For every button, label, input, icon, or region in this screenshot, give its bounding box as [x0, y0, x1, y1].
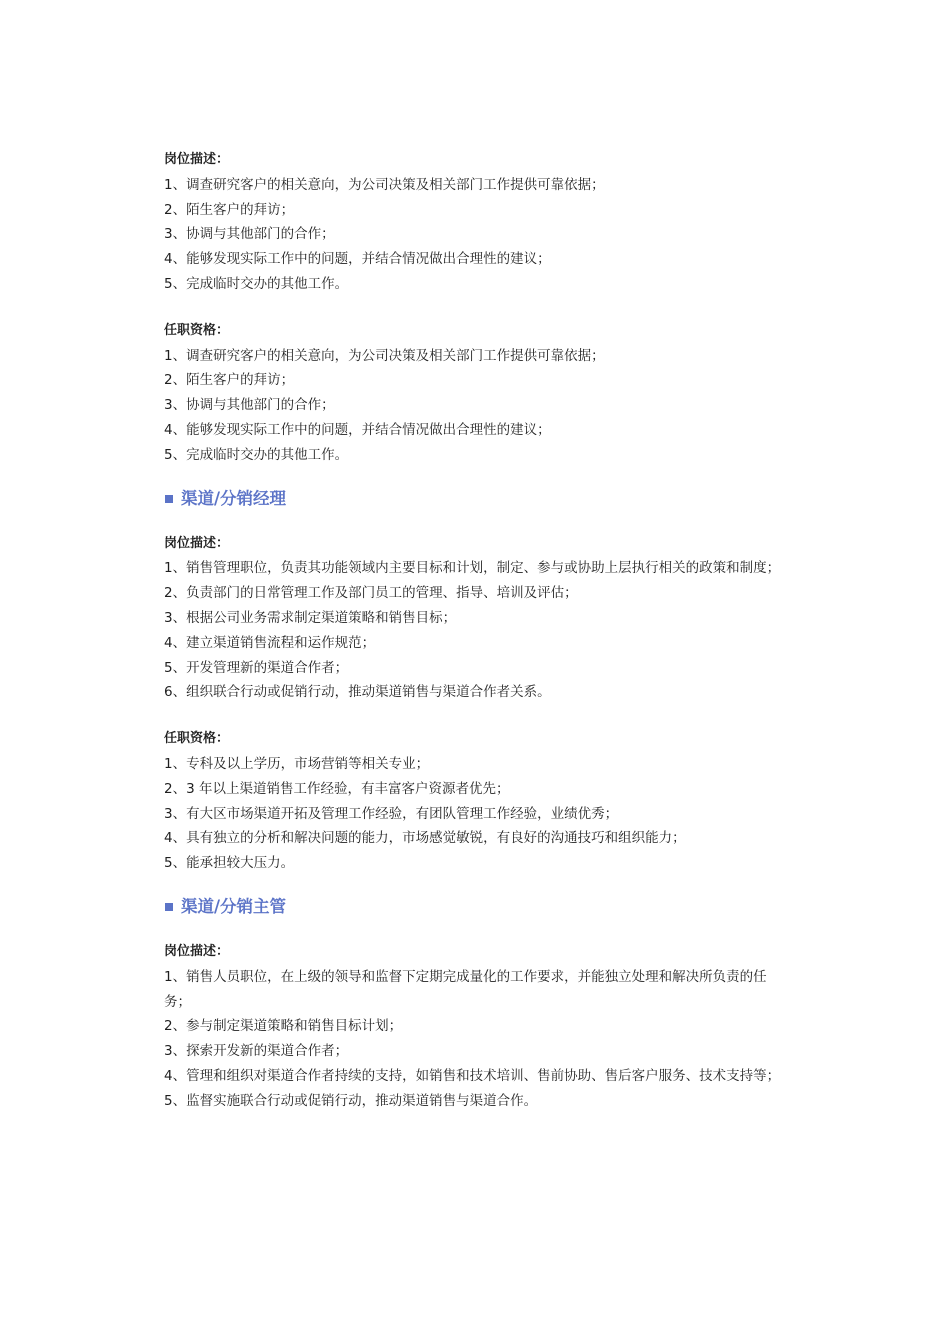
list-item: 2、负责部门的日常管理工作及部门员工的管理、指导、培训及评估；: [164, 585, 578, 602]
job-description-label: 岗位描述：: [164, 535, 230, 551]
list-item: 1、销售管理职位，负责其功能领域内主要目标和计划，制定、参与或协助上层执行相关的政策和制度；: [164, 560, 781, 577]
spacer: [164, 512, 784, 532]
spacer: [164, 920, 784, 940]
section-title-text: 渠道/分销经理: [181, 488, 287, 508]
spacer: [164, 705, 784, 727]
list-item: 5、开发管理新的渠道合作者；: [164, 659, 349, 676]
square-bullet-icon: [165, 903, 173, 911]
list-item: 5、完成临时交办的其他工作。: [164, 446, 349, 463]
spacer: [164, 468, 784, 486]
list-item: 3、协调与其他部门的合作；: [164, 226, 335, 243]
list-item: 1、销售人员职位，在上级的领导和监督下定期完成量化的工作要求，并能独立处理和解决所负责的任务；: [164, 968, 767, 1010]
spacer: [164, 297, 784, 319]
list-item: 2、3 年以上渠道销售工作经验，有丰富客户资源者优先；: [164, 780, 510, 797]
list-item: 4、管理和组织对渠道合作者持续的支持，如销售和技术培训、售前协助、售后客户服务、技术支持等；: [164, 1067, 781, 1084]
section-heading-channel-manager: [164, 486, 784, 512]
document-page: [164, 148, 784, 1114]
list-item: 3、探索开发新的渠道合作者；: [164, 1043, 349, 1060]
section-heading-channel-supervisor: [164, 894, 784, 920]
square-bullet-icon: [165, 495, 173, 503]
list-item: 4、能够发现实际工作中的问题，并结合情况做出合理性的建议；: [164, 421, 551, 438]
list-item: 4、建立渠道销售流程和运作规范；: [164, 634, 376, 651]
list-item: 1、专科及以上学历，市场营销等相关专业；: [164, 755, 430, 772]
list-item: 3、有大区市场渠道开拓及管理工作经验，有团队管理工作经验，业绩优秀；: [164, 805, 619, 822]
list-item: 4、具有独立的分析和解决问题的能力，市场感觉敏锐，有良好的沟通技巧和组织能力；: [164, 830, 686, 847]
job-requirements-label: 任职资格：: [164, 322, 230, 338]
list-item: 2、参与制定渠道策略和销售目标计划；: [164, 1018, 403, 1035]
job-requirements-label: 任职资格：: [164, 731, 230, 747]
list-item: 1、调查研究客户的相关意向，为公司决策及相关部门工作提供可靠依据；: [164, 176, 605, 193]
list-item: 5、能承担较大压力。: [164, 855, 295, 872]
list-item: 5、监督实施联合行动或促销行动，推动渠道销售与渠道合作。: [164, 1092, 538, 1109]
list-item: 2、陌生客户的拜访；: [164, 201, 295, 218]
list-item: 3、协调与其他部门的合作；: [164, 397, 335, 414]
list-item: 4、能够发现实际工作中的问题，并结合情况做出合理性的建议；: [164, 251, 551, 268]
job-description-label: 岗位描述：: [164, 152, 230, 167]
list-item: 3、根据公司业务需求制定渠道策略和销售目标；: [164, 609, 457, 626]
list-item: 1、调查研究客户的相关意向，为公司决策及相关部门工作提供可靠依据；: [164, 347, 605, 364]
spacer: [164, 876, 784, 894]
job-description-label: 岗位描述：: [164, 943, 230, 959]
list-item: 6、组织联合行动或促销行动，推动渠道销售与渠道合作者关系。: [164, 684, 551, 701]
list-item: 5、完成临时交办的其他工作。: [164, 275, 349, 292]
list-item: 2、陌生客户的拜访；: [164, 372, 295, 389]
section-title-text: 渠道/分销主管: [181, 896, 287, 916]
